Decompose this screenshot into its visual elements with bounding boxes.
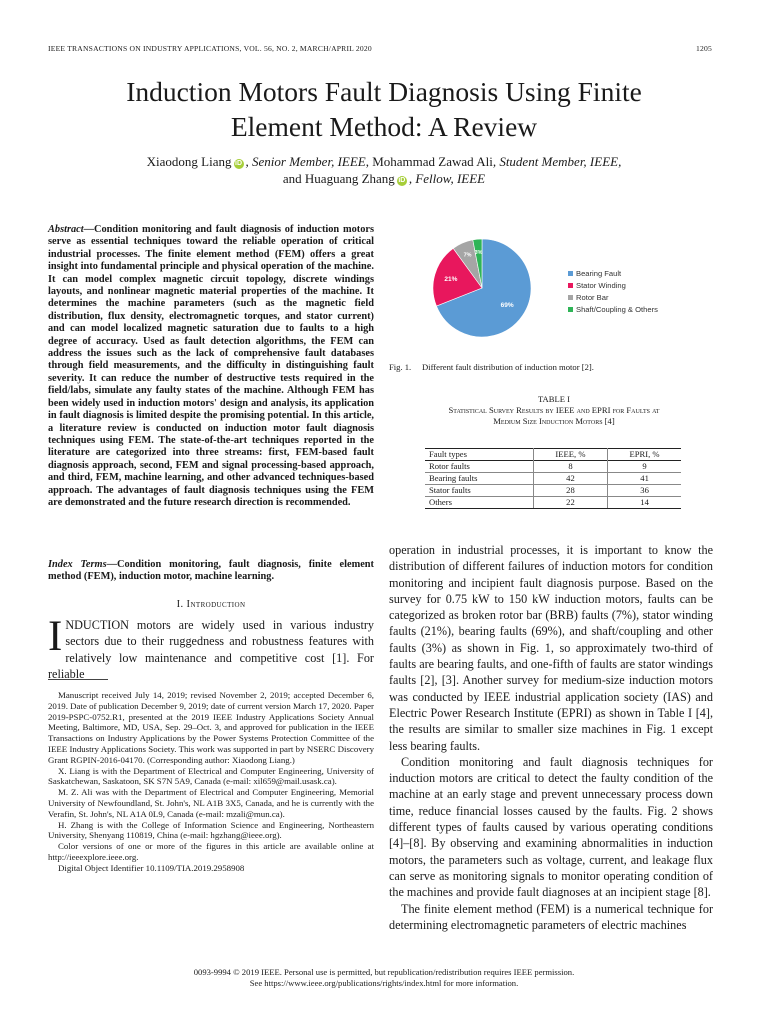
author-3-role: , Fellow, IEEE [408, 171, 486, 186]
table-label: TABLE I [537, 394, 570, 404]
title-line-1: Induction Motors Fault Diagnosis Using Finite [126, 76, 642, 107]
pie-data-label: 7% [463, 252, 472, 259]
table-cell: 14 [608, 497, 681, 509]
footnote-color: Color versions of one or more of the figures in this article are available online at http://ieeexplore.ieee.org. [48, 841, 374, 862]
paper-title [48, 74, 720, 144]
pie-data-label: 69% [500, 302, 514, 310]
orcid-icon[interactable]: iD [235, 160, 242, 167]
drop-cap: I [48, 613, 63, 660]
section-heading [48, 599, 374, 610]
table-1-title [389, 394, 719, 427]
figure-1-caption [389, 362, 719, 372]
footnote-rule [48, 679, 108, 680]
intro-text: motors are widely used in various industry sectors due to their ruggedness and robustness features with relatively low maintenance and competitive cost [1]. For reliable [48, 618, 374, 681]
index-terms-text: Condition monitoring, fault diagnosis, finite element method (FEM), induction motor, machine learning. [48, 559, 375, 583]
body-paragraph: The finite element method (FEM) is a numerical technique for determining electromagnetic parameters of electric machines [389, 901, 713, 932]
abstract-label: Abstract [48, 224, 84, 235]
footnote-author-3: H. Zhang is with the College of Information Science and Engineering, Northeastern University, Shenyang 110819, China (e-mail: hgzhang@ieee.org). [48, 819, 374, 841]
figure-label: Fig. 1. [389, 362, 412, 372]
pie-data-label: 21% [444, 275, 458, 283]
body-paragraph: operation in industrial processes, it is important to know the distribution of different failures of induction motors for condition monitoring and incipient fault diagnosis purpose. Based on the survey for 0.75 kW to 150 kW induction motors, faults can be categorized as broken rotor bar (BRB) faults (7%), stator winding faults (21%), bearing faults (69%), and shaft/coupling and other faults (3%) as shown in Fig. 1, so approximately two-third of faults are bearing faults, and one-fifth of faults are stator windings faults [2], [3]. Another survey for medium-size induction motors was conducted by IEEE industrial application society (IAS) and Electric Power Research Institute (EPRI) as shown in Table I [4], the results are similar to smaller size machines in Fig. 1 except less bearing faults. [389, 543, 713, 753]
abstract [48, 224, 374, 509]
table-row [425, 485, 681, 497]
journal-name: IEEE TRANSACTIONS ON INDUSTRY APPLICATIONS, VOL. 56, NO. 2, MARCH/APRIL 2020 [48, 44, 372, 53]
legend-swatch-shaft-coupling-others [568, 307, 573, 312]
fault-survey-table [425, 448, 681, 509]
table-row [425, 497, 681, 509]
orcid-icon[interactable]: iD [398, 177, 406, 184]
table-cell: 36 [608, 485, 681, 497]
table-cell: 41 [608, 473, 681, 485]
footnote-manuscript: Manuscript received July 14, 2019; revised November 2, 2019; accepted December 6, 2019. Date of publication December 9, 2019; date of current version March 17, 2020. Paper 2019-PSPC-0752.R1, presented at the 2019 IEEE Industry Applications Society Annual Meeting, Baltimore, MD, USA, Sep. 29–Oct. 3, and approved for publication in the IEEE Transactions on Industry Applications by the Power Systems Protection Committee of the IEEE Industry Applications Society. This work was supported in part by NSERC Discovery Grant RGPIN-2016-04170. (Corresponding author: Xiaodong Liang.) [48, 690, 374, 765]
author-1-role: , Senior Member, IEEE [245, 154, 366, 169]
legend-label-bearing-fault: Bearing Fault [576, 269, 622, 278]
author-list [48, 153, 720, 187]
abstract-dash: — [83, 224, 94, 235]
right-column-body [389, 542, 713, 933]
legend-label-rotor-bar: Rotor Bar [576, 293, 609, 302]
table-header-cell: Fault types [429, 449, 467, 459]
copyright-line-2: See https://www.ieee.org/publications/rights/index.html for more information. [249, 978, 519, 988]
table-caption-line-1: Statistical Survey Results by IEEE and EPRI for Faults at [448, 405, 660, 415]
table-cell: Rotor faults [425, 461, 533, 473]
author-1-name: Xiaodong Liang [146, 154, 232, 169]
table-cell: 42 [533, 473, 607, 485]
table-header-cell: EPRI, % [608, 449, 681, 461]
table-header-cell: IEEE, % [533, 449, 607, 461]
page-number: 1205 [696, 44, 712, 53]
author-2-name: , Mohammad Zawad Ali [365, 154, 493, 169]
intro-paragraph [48, 613, 374, 682]
table-row [425, 461, 681, 473]
author-2-role: , Student Member, IEEE, [492, 154, 622, 169]
legend-swatch-rotor-bar [568, 295, 573, 300]
table-header-row [425, 449, 681, 461]
table-caption-line-2: Medium Size Induction Motors [4] [493, 416, 615, 426]
copyright-line-1: 0093-9994 © 2019 IEEE. Personal use is permitted, but republication/redistribution requires IEEE permission. [193, 967, 575, 977]
table-cell: 28 [533, 485, 607, 497]
table-cell: 9 [608, 461, 681, 473]
footnote-author-2: M. Z. Ali was with the Department of Electrical and Computer Engineering, Memorial University of Newfoundland, St. John's, NL A1B 3X5, Canada, and he is currently with the Verafin, St. John's, NL A1A 0L9, Canada (e-mail: mzali@mun.ca). [48, 787, 374, 819]
table-cell: Bearing faults [425, 473, 533, 485]
index-terms [48, 559, 374, 584]
figure-caption-text: Different fault distribution of induction motor [2]. [421, 362, 594, 372]
legend-label-shaft-coupling-others: Shaft/Coupling & Others [576, 305, 658, 314]
section-title: Introduction [186, 599, 246, 610]
body-paragraph: Condition monitoring and fault diagnosis techniques for induction motors are critical to detect the faulty condition of the machine at an early stage and prevent unnecessary process down time, reduce financial losses caused by the faults. Fig. 2 shows different types of faults caused by various operating conditions [4]–[8]. By observing and examining abnormalities in induction motors, the parameters such as voltage, current, and leakage flux can serve as monitoring signals to monitor operating condition of the machines and provide fault diagnoses at an incipient stage [8]. [389, 754, 713, 900]
intro-lead: NDUCTION [65, 618, 129, 632]
index-terms-label: Index Terms [48, 559, 107, 570]
abstract-text: Condition monitoring and fault diagnosis of induction motors serve as essential techniques toward the reliable operation of critical industrial processes. The finite element method (FEM) offers a great insight into fundamental principle and physical operation of the machine. It can model complex magnetic circuit topology, discrete windings layouts, and nonlinear magnetic material properties of the machine. It determines the machine parameters (such as the magnetic field distribution, flux density, electromagnetic torques, and stator current) and can model localized magnetic saturation due to faults to a high degree of accuracy. Used as fault detection algorithms, the FEM can address the issues such as the lack of comprehensive fault databases through field measurements, and the difficulty in distinguishing fault severity. It can reduce the number of destructive tests required in the field/labs, simulate any faulty states of the machine. Although FEM has been widely used in induction motors' design and analysis, its application in fault diagnosis is limited despite the promising potential. In this article, a literature review is conducted on induction motor fault diagnosis techniques using FEM. The state-of-the-art techniques reported in the literature are categorized into three streams: first, FEM-based fault diagnosis approach, second, FEM and signal processing-based approach, and third, FEM, machine learning, and other advanced techniques-based approach. The advantages of fault diagnosis techniques using the FEM are demonstrated and the future research direction is recommended. [48, 224, 374, 508]
table-row [425, 473, 681, 485]
table-cell: 22 [533, 497, 607, 509]
legend-swatch-bearing-fault [568, 271, 573, 276]
running-head [48, 44, 712, 53]
table-cell: Stator faults [425, 485, 533, 497]
section-numeral: I. [176, 599, 184, 610]
copyright-notice [48, 967, 720, 989]
footnote-author-1: X. Liang is with the Department of Electrical and Computer Engineering, University of Saskatchewan, Saskatoon, SK S7N 5A9, Canada (e-mail: xil659@mail.usask.ca). [48, 765, 374, 787]
legend-swatch-stator-winding [568, 283, 573, 288]
pie-data-label: 3% [474, 249, 483, 256]
author-3-name: and Huaguang Zhang [282, 171, 395, 186]
title-line-2: Element Method: A Review [230, 111, 538, 142]
fault-distribution-pie-chart [432, 226, 684, 350]
footnote-doi: Digital Object Identifier 10.1109/TIA.2019.2958908 [58, 862, 245, 873]
index-terms-dash: — [106, 559, 117, 570]
table-cell: 8 [533, 461, 607, 473]
table-cell: Others [425, 497, 533, 509]
legend-label-stator-winding: Stator Winding [576, 281, 626, 290]
footnotes [48, 690, 374, 874]
